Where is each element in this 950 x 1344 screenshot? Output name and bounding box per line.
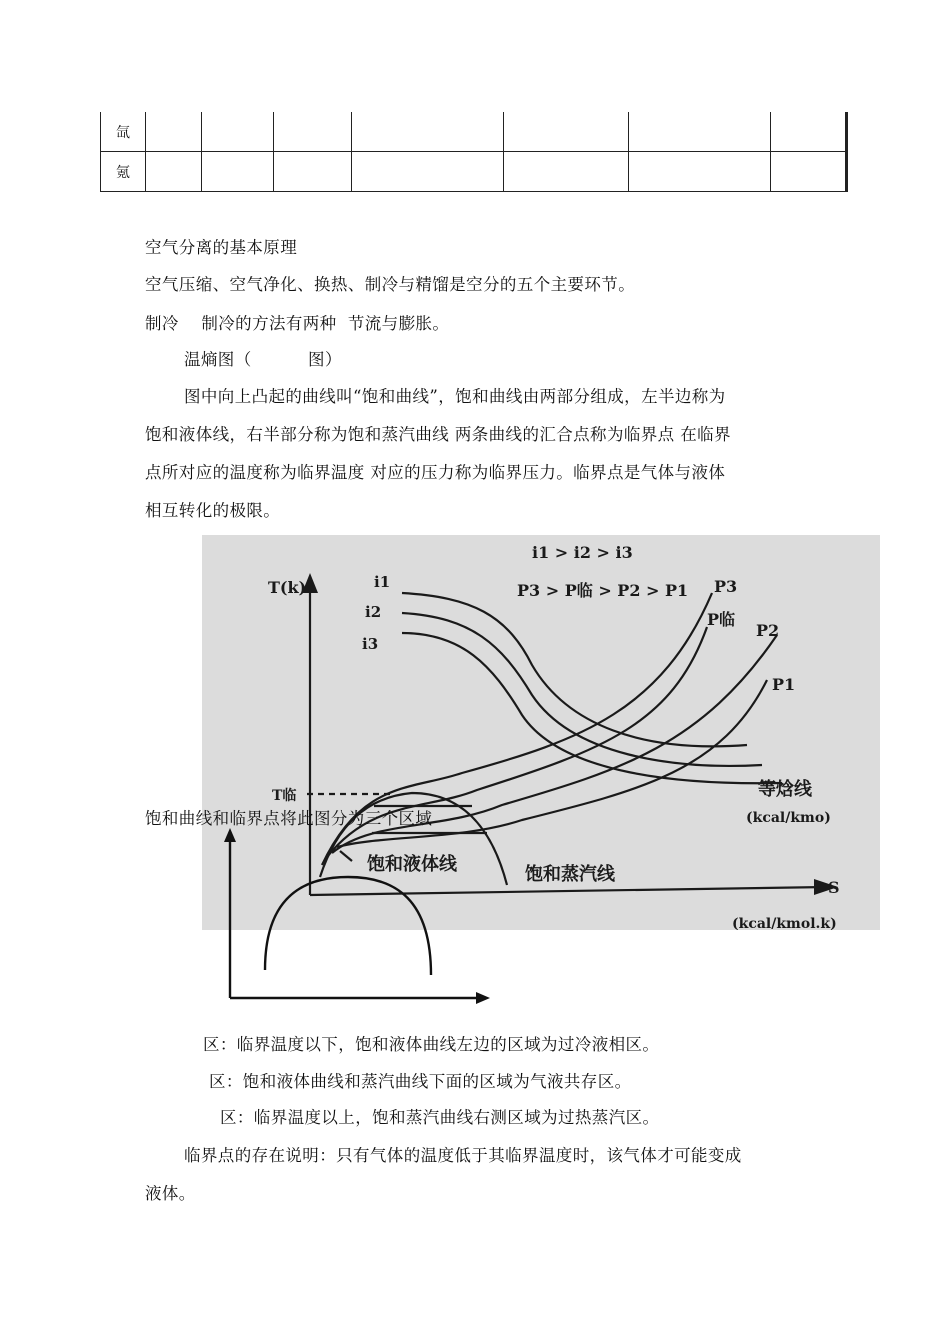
t-critical-label: T临: [272, 788, 297, 804]
paragraph-line: 空气压缩、空气净化、换热、制冷与精馏是空分的五个主要环节。: [145, 275, 636, 294]
table-cell: [146, 152, 202, 192]
paragraph-line: 温熵图（ 图）: [184, 350, 342, 369]
ts-diagram-svg: [202, 535, 880, 930]
table-cell: [629, 152, 771, 192]
pressure-label-p3: P3: [714, 577, 738, 596]
y-axis-label: T(k): [268, 578, 307, 597]
table-cell-label: 氪: [101, 152, 146, 192]
paragraph-line: 相互转化的极限。: [145, 501, 281, 520]
region-desc-1: 区：临界温度以下，饱和液体曲线左边的区域为过冷液相区。: [203, 1035, 660, 1054]
table-cell: [352, 112, 504, 152]
pressure-relation: P3 > P临 > P2 > P1: [517, 581, 689, 600]
pointer-arrow: [340, 851, 352, 861]
table-cell: [504, 152, 629, 192]
table-cell: [771, 152, 847, 192]
region-desc-3: 区：临界温度以上，饱和蒸汽曲线右测区域为过热蒸汽区。: [220, 1108, 660, 1127]
table-cell-label: 氙: [101, 112, 146, 152]
sat-liquid-label: 饱和液体线: [367, 854, 457, 875]
table-cell: [202, 112, 274, 152]
paragraph-line: 饱和液体线，右半部分称为饱和蒸汽曲线 两条曲线的汇合点称为临界点 在临界: [145, 425, 731, 444]
section-heading: 空气分离的基本原理: [145, 238, 298, 257]
overlay-caption: 饱和曲线和临界点将此图分为三个区域: [145, 809, 433, 828]
paragraph-line: 临界点的存在说明：只有气体的温度低于其临界温度时，该气体才可能变成: [184, 1146, 742, 1165]
table-cell: [202, 152, 274, 192]
enthalpy-label-i3: i3: [362, 635, 379, 653]
paragraph-line: 点所对应的温度称为临界温度 对应的压力称为临界压力。临界点是气体与液体: [145, 463, 726, 482]
table-cell: [504, 112, 629, 152]
table-cell: [274, 152, 352, 192]
table-row: [101, 112, 847, 152]
paragraph-line: 制冷 制冷的方法有两种 节流与膨胀。: [145, 314, 450, 333]
isenthalp-line-i3: [402, 633, 782, 783]
pressure-label-p1: P1: [772, 675, 796, 694]
sketch-x-arrow: [476, 992, 490, 1004]
x-axis-unit: (kcal/kmol.k): [732, 916, 837, 930]
x-axis-label: S: [828, 878, 840, 897]
pressure-label-p2: P2: [756, 621, 780, 640]
table-cell: [771, 112, 847, 152]
pressure-label-pcrit: P临: [707, 610, 736, 629]
paragraph-line: 图中向上凸起的曲线叫“饱和曲线”，饱和曲线由两部分组成，左半边称为: [184, 387, 726, 406]
x-axis: [310, 887, 827, 895]
enthalpy-label-i1: i1: [374, 573, 391, 591]
table-cell: [352, 152, 504, 192]
isenthalp-unit: (kcal/kmo): [746, 810, 831, 826]
sat-vapor-label: 饱和蒸汽线: [525, 864, 615, 885]
region-desc-2: 区：饱和液体曲线和蒸汽曲线下面的区域为气液共存区。: [209, 1072, 632, 1091]
enthalpy-relation: i1 > i2 > i3: [532, 543, 633, 562]
paragraph-line: 液体。: [145, 1184, 196, 1203]
isenthalp-label: 等焓线: [758, 779, 812, 800]
temperature-entropy-diagram: [202, 535, 880, 930]
table-row: [101, 152, 847, 192]
table-cell: [274, 112, 352, 152]
gas-property-table: [100, 112, 848, 192]
isenthalp-line-i2: [402, 613, 762, 766]
table-cell: [629, 112, 771, 152]
enthalpy-label-i2: i2: [365, 603, 382, 621]
table-cell: [146, 112, 202, 152]
